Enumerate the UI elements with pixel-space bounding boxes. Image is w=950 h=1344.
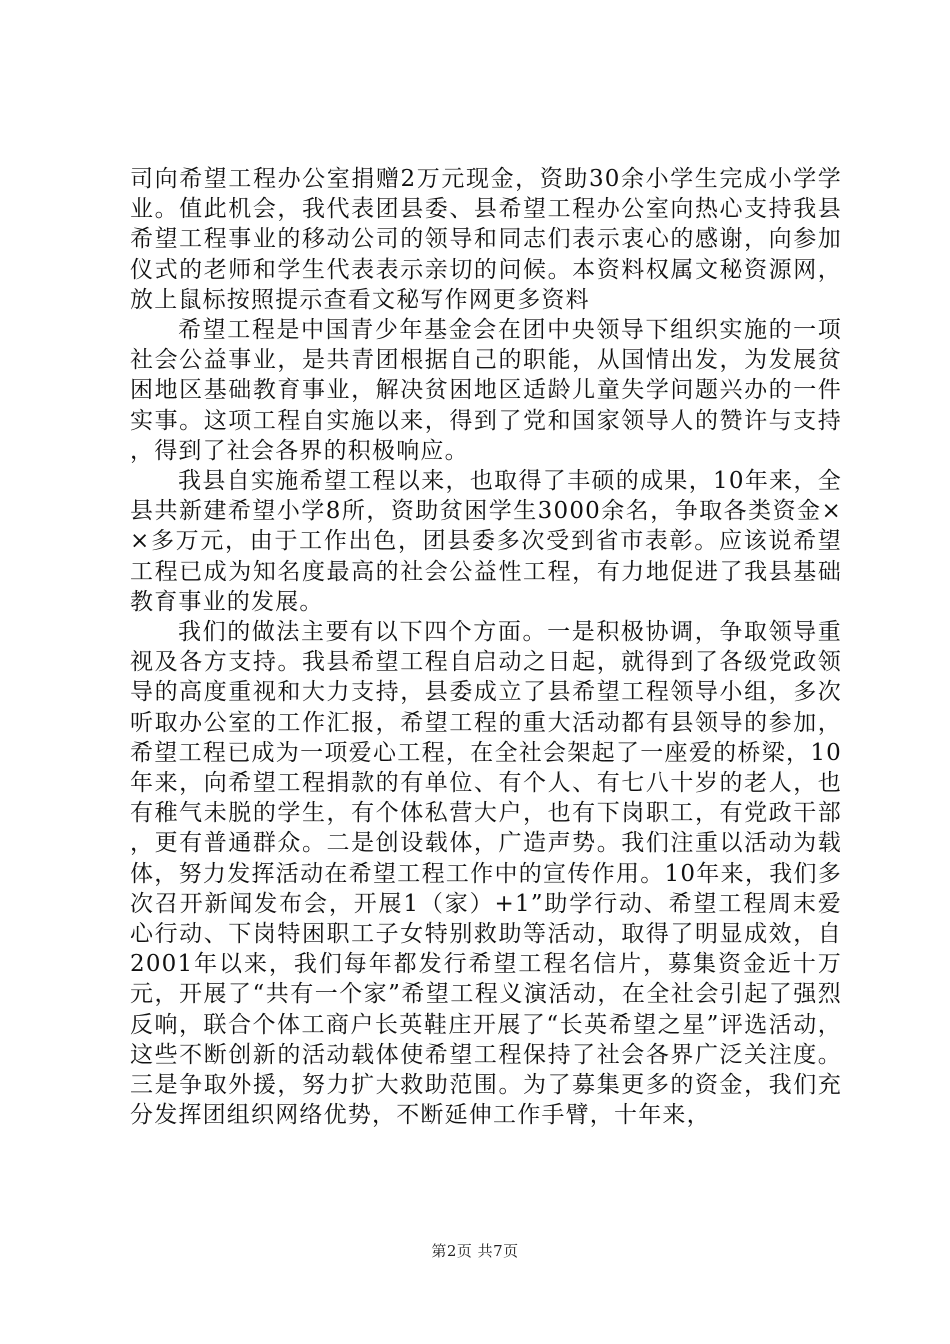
document-body (130, 164, 842, 1131)
paragraph-hope-project-intro: 希望工程是中国青少年基金会在团中央领导下组织实施的一项社会公益事业，是共青团根据自己的职能，从国情出发，为发展贫困地区基础教育事业，解决贫困地区适龄儿童失学问题兴办的一件实事。这项工程自实施以来，得到了党和国家领导人的赞许与支持，得到了社会各界的积极响应。 (130, 317, 842, 464)
page-number-indicator: 第2页 共7页 (431, 1242, 519, 1260)
paragraph-continuation: 司向希望工程办公室捐赠2万元现金，资助30余小学生完成小学学业。值此机会，我代表团县委、县希望工程办公室向热心支持我县希望工程事业的移动公司的领导和同志们表示衷心的感谢，向参加仪式的老师和学生代表表示亲切的问候。本资料权属文秘资源网，放上鼠标按照提示查看文秘写作网更多资料 (130, 166, 842, 313)
page-footer (0, 1241, 950, 1261)
paragraph-four-approaches: 我们的做法主要有以下四个方面。一是积极协调，争取领导重视及各方支持。我县希望工程自启动之日起，就得到了各级党政领导的高度重视和大力支持，县委成立了县希望工程领导小组，多次听取办公室的工作汇报，希望工程的重大活动都有县领导的参加，希望工程已成为一项爱心工程，在全社会架起了一座爱的桥梁，10年来，向希望工程捐款的有单位、有个人、有七八十岁的老人，也有稚气未脱的学生，有个体私营大户，也有下岗职工，有党政干部，更有普通群众。二是创设载体，广造声势。我们注重以活动为载体，努力发挥活动在希望工程工作中的宣传作用。10年来，我们多次召开新闻发布会，开展1（家）+1”助学行动、希望工程周末爱心行动、下岗特困职工子女特别救助等活动，取得了明显成效，自2001年以来，我们每年都发行希望工程名信片，募集资金近十万元，开展了“共有一个家”希望工程义演活动，在全社会引起了强烈反响，联合个体工商户长英鞋庄开展了“长英希望之星”评选活动，这些不断创新的活动载体使希望工程保持了社会各界广泛关注度。三是争取外援，努力扩大救助范围。为了募集更多的资金，我们充分发挥团组织网络优势，不断延伸工作手臂，十年来， (130, 619, 842, 1129)
paragraph-county-achievements: 我县自实施希望工程以来，也取得了丰硕的成果，10年来，全县共新建希望小学8所，资助贫困学生3000余名，争取各类资金××多万元，由于工作出色，团县委多次受到省市表彰。应该说希望工程已成为知名度最高的社会公益性工程，有力地促进了我县基础教育事业的发展。 (130, 468, 842, 615)
